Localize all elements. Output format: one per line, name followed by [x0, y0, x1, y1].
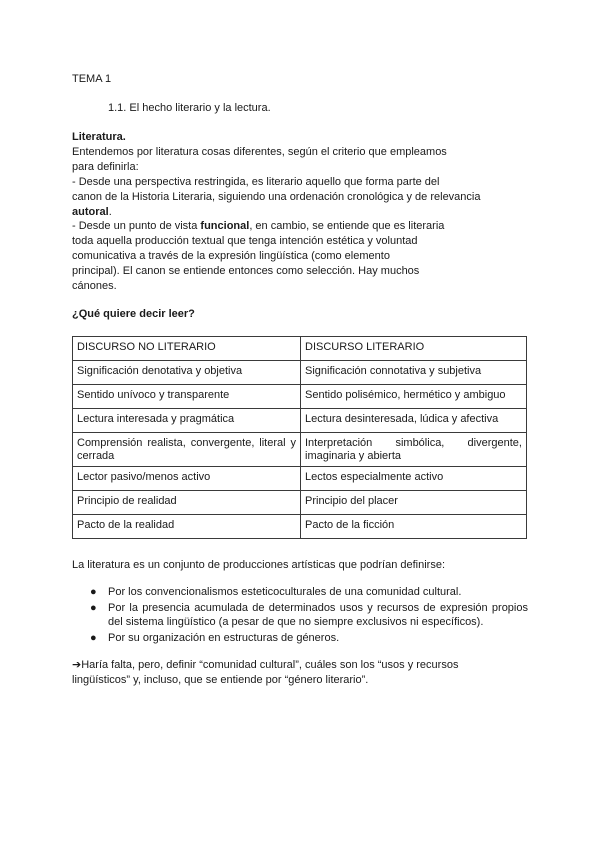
table-row: [73, 409, 527, 433]
table-cell: Significación connotativa y subjetiva: [301, 361, 527, 385]
table-cell: Lectura desinteresada, lúdica y afectiva: [301, 409, 527, 433]
table-header-cell: DISCURSO NO LITERARIO: [73, 337, 301, 361]
bullet-icon: ●: [90, 601, 97, 614]
table-cell: Sentido polisémico, hermético y ambiguo: [301, 385, 527, 409]
table-cell: Interpretación simbólica, divergente, imaginaria y abierta: [301, 433, 527, 467]
literatura-line: [72, 205, 472, 220]
table-cell: Principio del placer: [301, 491, 527, 515]
table-header-row: [73, 337, 527, 361]
literatura-line: toda aquella producción textual que tenga intención estética y voluntad: [72, 235, 418, 248]
section-subtitle: 1.1. El hecho literario y la lectura.: [108, 102, 271, 114]
table-row: [73, 433, 527, 467]
table-row: [73, 515, 527, 539]
list-item: [72, 585, 528, 600]
table-row: [73, 491, 527, 515]
literatura-line: canon de la Historia Literaria, siguiendo una ordenación cronológica y de relevancia: [72, 190, 481, 203]
funcional-pre: - Desde un punto de vista: [72, 220, 201, 233]
bullet-icon: ●: [90, 631, 97, 644]
bullet-list: [72, 585, 528, 646]
comparison-table: [72, 336, 527, 539]
table-cell: Lectura interesada y pragmática: [73, 409, 301, 433]
literatura-line: - Desde una perspectiva restringida, es literario aquello que forma parte del: [72, 175, 440, 188]
table-cell: Comprensión realista, convergente, literal y cerrada: [73, 433, 301, 467]
intro-paragraph: La literatura es un conjunto de producciones artísticas que podrían definirse:: [72, 559, 446, 571]
arrow-icon: ➔: [72, 659, 82, 671]
literatura-heading: Literatura.: [72, 131, 126, 143]
list-item: [72, 631, 528, 646]
closing-line: [72, 658, 472, 673]
literatura-line: comunicativa a través de la expresión lingüística (como elemento: [72, 250, 390, 263]
literatura-section: [72, 130, 481, 294]
table-row: [73, 467, 527, 491]
closing-line: lingüísticos” y, incluso, que se entiende por “género literario”.: [72, 674, 369, 686]
autoral-period: .: [108, 205, 112, 218]
table-cell: Pacto de la ficción: [301, 515, 527, 539]
literatura-line: para definirla:: [72, 160, 139, 173]
table-cell: Principio de realidad: [73, 491, 301, 515]
table-header-cell: DISCURSO LITERARIO: [301, 337, 527, 361]
table-row: [73, 361, 527, 385]
topic-title: TEMA 1: [72, 73, 112, 85]
funcional-bold: funcional: [200, 220, 250, 233]
question-heading: ¿Qué quiere decir leer?: [72, 308, 195, 320]
list-item-text: Por su organización en estructuras de géneros.: [108, 631, 340, 644]
closing-text: Haría falta, pero, definir “comunidad cultural”, cuáles son los “usos y recursos: [81, 659, 459, 671]
autoral-bold: autoral: [72, 205, 109, 218]
table-cell: Sentido unívoco y transparente: [73, 385, 301, 409]
literatura-line: cánones.: [72, 280, 117, 293]
literatura-line: principal). El canon se entiende entonces como selección. Hay muchos: [72, 265, 420, 278]
list-item: [72, 601, 528, 630]
closing-note: [72, 658, 472, 688]
table-cell: Pacto de la realidad: [73, 515, 301, 539]
table-row: [73, 385, 527, 409]
list-item-text: Por los convencionalismos esteticoculturales de una comunidad cultural.: [108, 586, 462, 598]
literatura-line: Entendemos por literatura cosas diferentes, según el criterio que empleamos: [72, 145, 447, 158]
literatura-line: [72, 219, 472, 234]
list-item-text: Por la presencia acumulada de determinados usos y recursos de expresión propios del sistema lingüístico (a pesar de que no siempre exclusivos ni específicos).: [108, 601, 528, 628]
table-cell: Lectos especialmente activo: [301, 467, 527, 491]
table-cell: Significación denotativa y objetiva: [73, 361, 301, 385]
bullet-icon: ●: [90, 586, 97, 598]
funcional-post: , en cambio, se entiende que es literaria: [249, 220, 445, 233]
table-cell: Lector pasivo/menos activo: [73, 467, 301, 491]
